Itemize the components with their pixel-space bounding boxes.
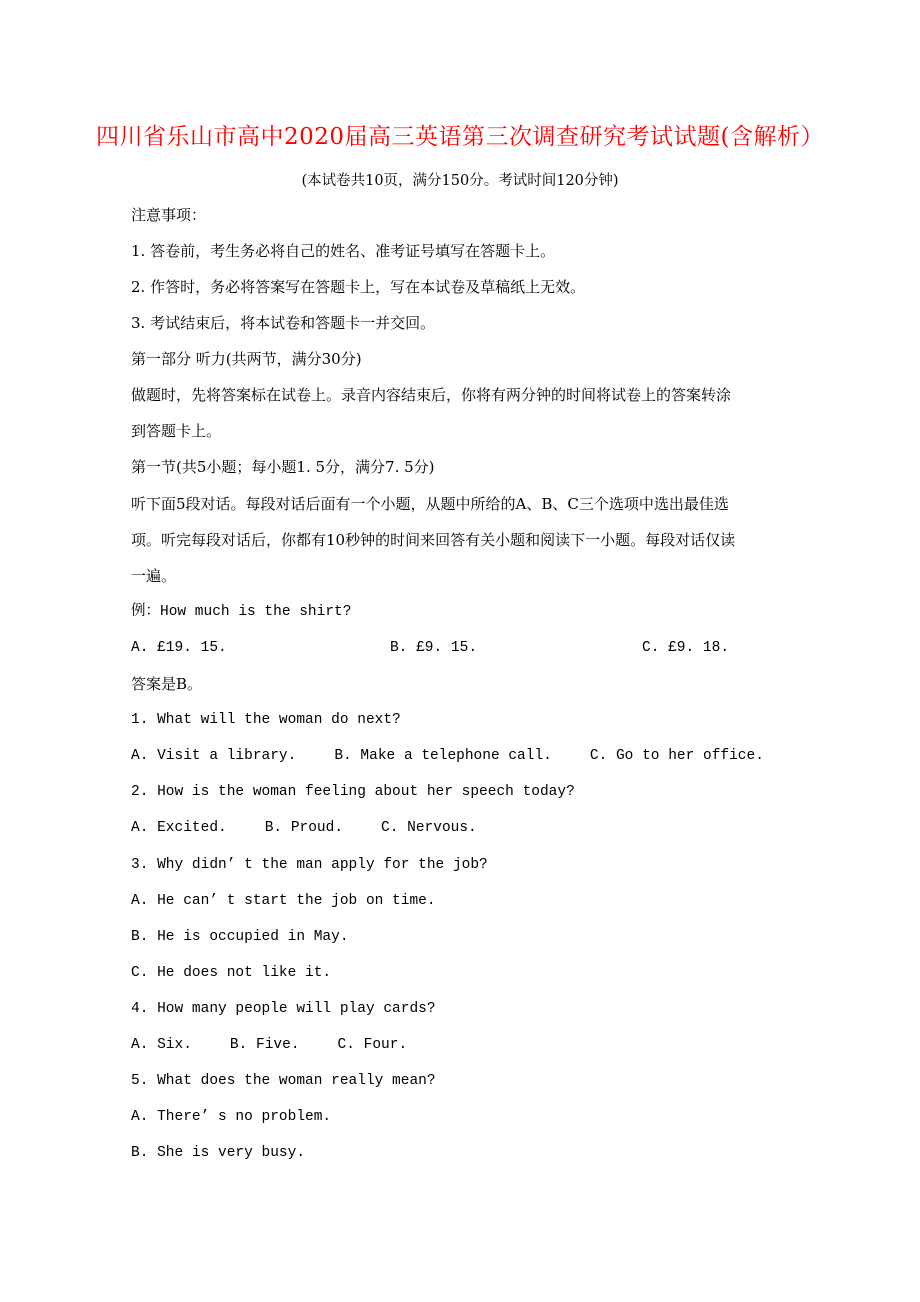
question-1-option-c: C. Go to her office. bbox=[589, 748, 764, 764]
notice-heading: 注意事项： bbox=[131, 206, 207, 224]
question-1: 1. What will the woman do next? bbox=[131, 712, 401, 728]
question-4-option-a: A. Six. bbox=[131, 1037, 192, 1053]
example-answer: 答案是B。 bbox=[131, 675, 203, 693]
question-1-options bbox=[131, 746, 764, 766]
document-subtitle: (本试卷共10页，满分150分。考试时间120分钟) bbox=[301, 173, 619, 189]
example-option-a: A. £19. 15. bbox=[131, 640, 227, 656]
section1-instructions-line-2: 项。听完每段对话后，你都有10秒钟的时间来回答有关小题和阅读下一小题。每段对话仅读 bbox=[131, 531, 736, 549]
example-question: 例：How much is the shirt? bbox=[131, 604, 352, 620]
example-option-b: B. £9. 15. bbox=[390, 640, 478, 656]
notice-item-3: 3. 考试结束后，将本试卷和答题卡一并交回。 bbox=[131, 314, 436, 332]
question-4-option-c: C. Four. bbox=[337, 1037, 408, 1053]
question-4-option-b: B. Five. bbox=[229, 1037, 300, 1053]
question-2-option-a: A. Excited. bbox=[131, 820, 227, 836]
question-5-option-a: A. There’ s no problem. bbox=[131, 1109, 332, 1125]
section1-instructions-line-3: 一遍。 bbox=[131, 567, 177, 585]
notice-item-1: 1. 答卷前，考生务必将自己的姓名、准考证号填写在答题卡上。 bbox=[131, 242, 556, 260]
question-2: 2. How is the woman feeling about her speech today? bbox=[131, 784, 575, 800]
question-2-options bbox=[131, 818, 477, 838]
question-3-option-b: B. He is occupied in May. bbox=[131, 929, 349, 945]
part1-heading: 第一部分 听力(共两节，满分30分) bbox=[131, 350, 362, 368]
example-option-c: C. £9. 18. bbox=[642, 640, 730, 656]
question-5-option-b: B. She is very busy. bbox=[131, 1145, 306, 1161]
question-3-option-a: A. He can’ t start the job on time. bbox=[131, 893, 436, 909]
question-1-option-a: A. Visit a library. bbox=[131, 748, 297, 764]
section1-heading: 第一节(共5小题；每小题1. 5分，满分7. 5分) bbox=[131, 458, 435, 476]
section1-instructions-line-1: 听下面5段对话。每段对话后面有一个小题，从题中所给的A、B、C三个选项中选出最佳选 bbox=[131, 495, 729, 513]
notice-item-2: 2. 作答时，务必将答案写在答题卡上，写在本试卷及草稿纸上无效。 bbox=[131, 278, 586, 296]
part1-instructions-line-2: 到答题卡上。 bbox=[131, 422, 222, 440]
question-2-option-b: B. Proud. bbox=[264, 820, 344, 836]
question-5: 5. What does the woman really mean? bbox=[131, 1073, 436, 1089]
question-1-option-b: B. Make a telephone call. bbox=[334, 748, 552, 764]
question-3-option-c: C. He does not like it. bbox=[131, 965, 332, 981]
question-2-option-c: C. Nervous. bbox=[381, 820, 477, 836]
question-4: 4. How many people will play cards? bbox=[131, 1001, 436, 1017]
question-4-options bbox=[131, 1035, 407, 1055]
question-3: 3. Why didn’ t the man apply for the job? bbox=[131, 857, 488, 873]
part1-instructions-line-1: 做题时，先将答案标在试卷上。录音内容结束后，你将有两分钟的时间将试卷上的答案转涂 bbox=[131, 386, 732, 404]
document-title: 四川省乐山市高中2020届高三英语第三次调查研究考试试题(含解析） bbox=[95, 124, 824, 150]
